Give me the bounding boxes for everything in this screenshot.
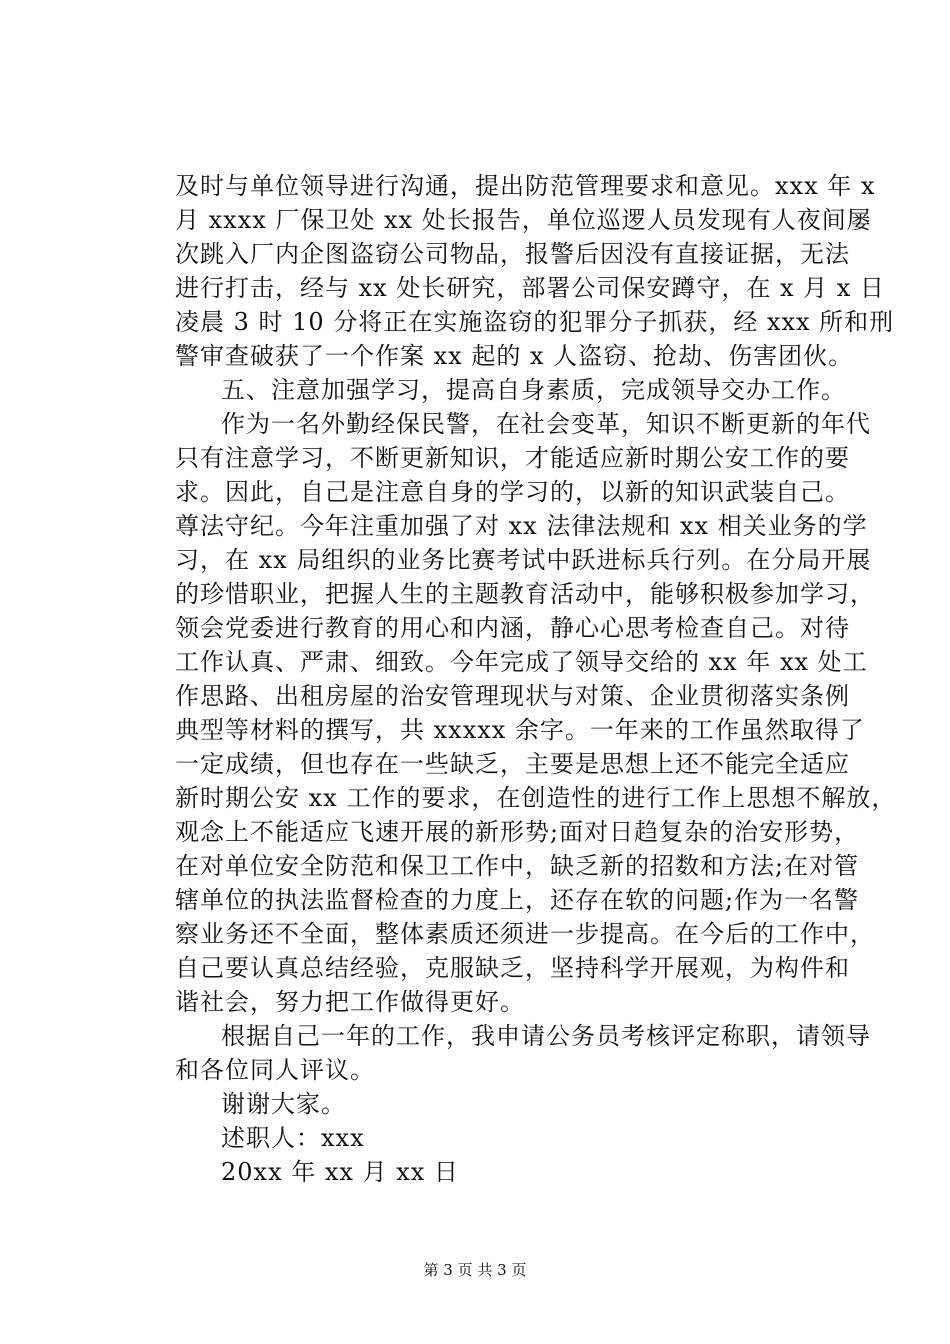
paragraph-line: 领会党委进行教育的用心和内涵，静心心思考检查自己。对待	[175, 614, 850, 642]
paragraph-line: 辖单位的执法监督检查的力度上，还存在软的问题;作为一名警	[175, 886, 860, 914]
paragraph-line: 自己要认真总结经验，克服缺乏，坚持科学开展观，为构件和	[175, 954, 850, 982]
page-footer: 第 3 页 共 3 页	[423, 1261, 527, 1279]
paragraph-line: 一定成绩，但也存在一些缺乏，主要是思想上还不能完全适应	[175, 750, 850, 778]
paragraph-line: 察业务还不全面，整体素质还须进一步提高。在今后的工作中，	[175, 920, 875, 948]
closing-thanks: 谢谢大家。	[221, 1090, 346, 1118]
paragraph-line: 进行打击，经与 xx 处长研究，部署公司保安蹲守，在 x 月 x 日	[175, 274, 885, 302]
paragraph-line: 习，在 xx 局组织的业务比赛考试中跃进标兵行列。在分局开展	[175, 546, 872, 574]
signature-name: 述职人：xxx	[221, 1124, 365, 1152]
paragraph-line: 的珍惜职业，把握人生的主题教育活动中，能够积极参加学习，	[175, 580, 875, 608]
paragraph-line: 警审查破获了一个作案 xx 起的 x 人盗窃、抢劫、伤害团伙。	[175, 342, 854, 370]
paragraph-line: 作为一名外勤经保民警，在社会变革，知识不断更新的年代	[221, 410, 871, 438]
paragraph-line: 月 xxxx 厂保卫处 xx 处长报告，单位巡逻人员发现有人夜间屡	[175, 206, 872, 234]
paragraph-line: 及时与单位领导进行沟通，提出防范管理要求和意见。xxx 年 x	[175, 172, 876, 200]
paragraph-line: 凌晨 3 时 10 分将正在实施盗窃的犯罪分子抓获，经 xxx 所和刑	[175, 308, 895, 336]
paragraph-line: 和各位同人评议。	[175, 1056, 375, 1084]
paragraph-line: 谐社会，努力把工作做得更好。	[175, 988, 525, 1016]
section-heading: 五、注意加强学习，提高自身素质，完成领导交办工作。	[221, 376, 846, 404]
paragraph-line: 典型等材料的撰写，共 xxxxx 余字。一年来的工作虽然取得了	[175, 716, 865, 744]
paragraph-line: 根据自己一年的工作，我申请公务员考核评定称职，请领导	[221, 1022, 871, 1050]
paragraph-line: 新时期公安 xx 工作的要求，在创造性的进行工作上思想不解放，	[175, 784, 897, 812]
paragraph-line: 作思路、出租房屋的治安管理现状与对策、企业贯彻落实条例	[175, 682, 850, 710]
paragraph-line: 次跳入厂内企图盗窃公司物品，报警后因没有直接证据，无法	[175, 240, 850, 268]
paragraph-line: 只有注意学习，不断更新知识，才能适应新时期公安工作的要	[175, 444, 850, 472]
paragraph-line: 观念上不能适应飞速开展的新形势;面对日趋复杂的治安形势，	[175, 818, 860, 846]
paragraph-line: 尊法守纪。今年注重加强了对 xx 法律法规和 xx 相关业务的学	[175, 512, 868, 540]
signature-date: 20xx 年 xx 月 xx 日	[221, 1158, 459, 1186]
paragraph-line: 工作认真、严肃、细致。今年完成了领导交给的 xx 年 xx 处工	[175, 648, 868, 676]
paragraph-line: 在对单位安全防范和保卫工作中，缺乏新的招数和方法;在对管	[175, 852, 860, 880]
paragraph-line: 求。因此，自己是注意自身的学习的，以新的知识武装自己。	[175, 478, 850, 506]
